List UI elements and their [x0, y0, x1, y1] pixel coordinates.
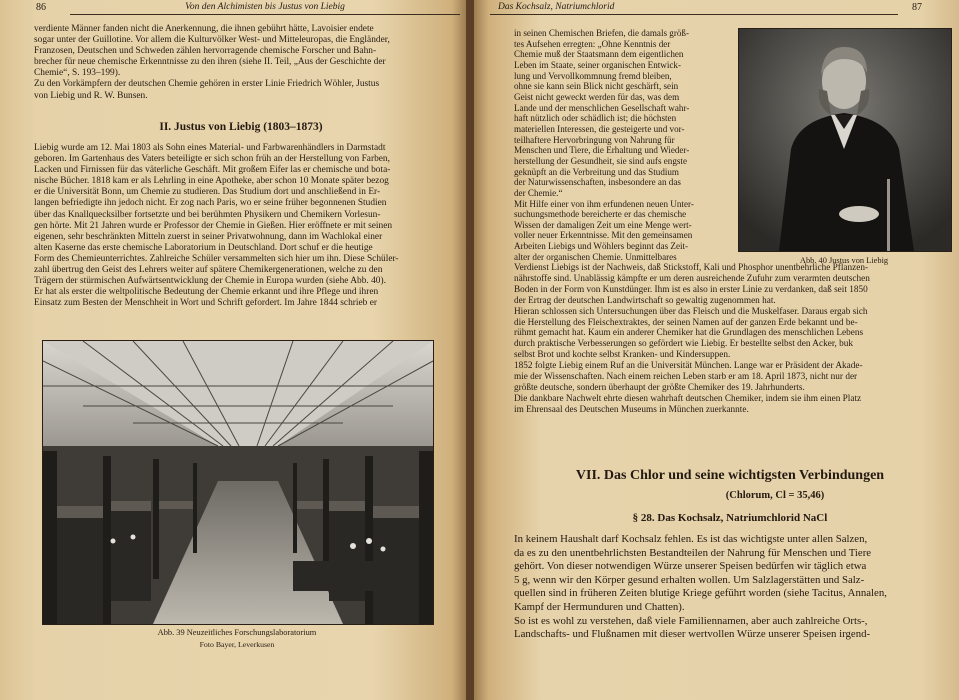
text-line: der Naturwissenschaften, insbesondere an das — [514, 177, 681, 188]
chapter-subheading: (Chlorum, Cl = 35,46) — [725, 490, 825, 501]
text-line: In keinem Haushalt darf Kochsalz fehlen. Es ist das wichtigste unter allen Salzen, — [514, 533, 868, 545]
text-line: Er hat als erster die weltpolitische Bedeutung der Chemie erkannt und ihre Pflege und ihren — [34, 287, 379, 298]
text-line: Mit Hilfe einer von ihm erfundenen neuen Unter- — [514, 198, 694, 209]
text-line: Geist nicht geweckt werden für das, was dem — [514, 91, 680, 102]
intro-paragraph — [34, 24, 448, 102]
text-line: Arbeiten Liebigs und Wöhlers beginnt das Zeit- — [514, 241, 689, 252]
text-line: eigenen, sehr beschränkten Mitteln zuerst in seiner Privatwohnung, dann im Wachlokal einer — [34, 231, 383, 242]
liebig-paragraph — [34, 143, 448, 309]
text-line: alten Kaserne das erste chemische Laboratorium in Deutschland. Dort schuf er die heutige — [34, 242, 373, 253]
text-line: geknüpft an die Verbreitung und das Studium — [514, 166, 680, 177]
text-line: durch praktische Verbesserungen so gefördert wie Liebig. Er bestellte selbst den Acker, buk — [514, 339, 854, 350]
text-line: Boden in der Form von Kunstdünger. Ihm ist es also in erster Linie zu verdanken, daß seit 1850 — [514, 284, 868, 295]
page-number-left: 86 — [36, 2, 46, 13]
text-line: da es zu den unentbehrlichsten Bestandteilen der Nahrung für Menschen und Tiere — [514, 546, 872, 559]
text-line: größte deutsche, sondern überhaupt der größte Chemiker des 19. Jahrhunderts. — [514, 382, 805, 393]
text-line: Trägern der stürmischen Aufwärtsentwicklung der Chemie in Europa wurden (siehe Abb. 40). — [34, 276, 386, 287]
text-line: er die Universität Bonn, um Chemie zu studieren. Das Studium dort und anschließend in Er- — [34, 187, 381, 198]
text-line: der Ertrag der deutschen Landwirtschaft so gewaltig zugenommen hat. — [514, 295, 776, 306]
text-line: 1852 folgte Liebig einem Ruf an die Universität München. Lange war er Präsident der Akade- — [514, 361, 863, 372]
text-line: Leben im Staate, seiner organischen Entwick- — [514, 59, 681, 70]
text-line: suchungsmethode bereicherte er das chemische — [514, 209, 687, 220]
text-line: Lacken und Firnissen für das väterliche Geschäft. Mit großem Eifer las er chemische und bota- — [34, 165, 391, 176]
text-line: voller neuer Erkenntnisse. Mit den gemeinsamen — [514, 230, 693, 241]
text-line: teilhaftere Hervorbringung von Nahrung für — [514, 134, 675, 145]
portrait-illustration — [739, 29, 951, 251]
text-line: mie der Wissenschaften. Nach einem reichen Leben starb er am 18. April 1873, nicht nur der — [514, 372, 858, 383]
kochsalz-paragraph — [514, 533, 946, 642]
text-line: haft nützlich oder schädlich ist; die höchsten — [514, 113, 677, 124]
book-gutter — [466, 0, 474, 700]
text-line: gehört. Von dieser notwendigen Würze unserer Speisen bedürfen wir täglich etwa — [514, 560, 867, 573]
text-line: gen hörte. Mit 21 Jahren wurde er Professor der Chemie in Gießen. Hier eröffnete er mit seinen — [34, 220, 393, 231]
text-line: herstellung der Gesundheit, sie sind aufs engste — [514, 155, 687, 166]
section-heading-kochsalz: § 28. Das Kochsalz, Natriumchlorid NaCl — [632, 512, 828, 524]
text-line: 5 g, wenn wir den Körper gesund erhalten wollen. Um Salzlagerstätten und Salz- — [514, 573, 865, 586]
text-line: in seinen Chemischen Briefen, die damals größ- — [514, 28, 690, 38]
text-line: im Ehrensaal des Deutschen Museums in München zuerkannte. — [514, 404, 749, 415]
text-line: Hieran schlossen sich Untersuchungen über das Fleisch und die Muskelfaser. Daraus ergab sich — [514, 306, 868, 317]
text-line: quellen sind in früheren Zeiten blutige Kriege geführt worden (siehe Tacitus, Annalen, — [514, 587, 887, 600]
text-line: materiellen Interessen, die gesteigerte und vor- — [514, 123, 685, 134]
laboratory-illustration — [43, 341, 433, 624]
liebig-achievements-paragraph — [514, 263, 946, 416]
text-line: Wissen der damaligen Zeit um eine Menge wert- — [514, 219, 692, 230]
text-line: Franzosen, Deutschen und Schweden zählen hervorragende chemische Forscher und Bahn- — [34, 46, 377, 57]
text-line: lung und Vervollkommnung fremd bleiben, — [514, 70, 672, 81]
text-line: nische Bücher. 1818 kam er als Lehrling in eine Apotheke, aber schon 10 Monate später bezog — [34, 176, 389, 187]
text-line: tes Aufsehen erregten: „Ohne Kenntnis der — [514, 38, 671, 49]
text-line: Kampf der Hermunduren und Chatten). — [514, 600, 685, 613]
figure-caption-39: Abb. 39 Neuzeitliches Forschungslaboratorium — [157, 628, 317, 637]
text-line: alter der organischen Chemie. Unmittelbares — [514, 251, 677, 262]
text-line: Chemie“, S. 193–199). — [34, 68, 121, 79]
left-page — [0, 0, 466, 700]
figure-caption-40: Abb. 40 Justus von Liebig — [799, 256, 889, 265]
text-line: Die dankbare Nachwelt ehrte diesen wahrhaft deutschen Chemiker, indem sie ihm einen Platz — [514, 393, 862, 404]
figure-credit: Foto Bayer, Leverkusen — [199, 640, 275, 649]
section-heading-liebig: II. Justus von Liebig (1803–1873) — [159, 121, 323, 133]
text-line: verdiente Männer fanden nicht die Anerkennung, die ihnen gebührt hätte, Lavoisier endete — [34, 24, 374, 34]
text-line: zahl übertrug den Geist des Lehrers weiter auf spätere Chemikergenerationen, welche zu den — [34, 265, 383, 276]
text-line: Chemie muß der Staatsmann dem eigentlichen — [514, 49, 684, 60]
text-line: nährstoffe sind. Unablässig kämpfte er um deren ausreichende Zufuhr zum verarmten deutschen — [514, 273, 870, 284]
right-page — [474, 0, 959, 700]
text-line: rühmt gemacht hat. Kaum ein anderer Chemiker hat die Grundlagen des menschlichen Lebens — [514, 328, 864, 339]
text-line: der Chemie.“ — [514, 187, 563, 198]
text-line: Menschen und Tiere, die Erhaltung und Wieder- — [514, 145, 690, 156]
text-line: selbst Brot und kochte selbst Kranken- und Kindersuppen. — [514, 350, 731, 361]
text-line: über das Knallquecksilber fortsetzte und bei berühmten Physikern und Chemikern Vorlesun- — [34, 209, 381, 220]
text-line: Form des Chemieunterrichtes. Zahlreiche Schüler versammelten sich hier um ihn. Diese Schüler- — [34, 253, 399, 264]
text-line: So ist es wohl zu verstehen, daß viele Familiennamen, aber auch zahlreiche Orts-, — [514, 614, 868, 627]
text-line: Zu den Vorkämpfern der deutschen Chemie gehören in erster Linie Friedrich Wöhler, Justus — [34, 79, 380, 90]
quote-paragraph — [514, 28, 722, 262]
text-line: sogar unter der Guillotine. Vor allem die Kulturvölker West- und Mitteleuropas, die Engländer, — [34, 35, 390, 46]
page-number-right: 87 — [912, 2, 922, 13]
text-line: Einsatz zum Besten der Menschheit in Wort und Schrift gefordert. Im Jahre 1844 schrieb er — [34, 298, 377, 309]
text-line: Lande und der menschlichen Gesellschaft wahr- — [514, 102, 690, 113]
text-line: Landschafts- und Flußnamen mit dieser wertvollen Würze unserer Speisen irgend- — [514, 628, 871, 641]
chapter-heading: VII. Das Chlor und seine wichtigsten Verbindungen — [575, 468, 885, 483]
text-line: die Herstellung des Fleischextraktes, der seinen Namen auf der ganzen Erde bekannt und be- — [514, 317, 858, 328]
text-line: ohne sie kann sein Blick nicht geschärft, sein — [514, 81, 679, 92]
laboratory-photo — [42, 340, 434, 625]
text-line: Verdienst Liebigs ist der Nachweis, daß Stickstoff, Kali und Phosphor unentbehrliche Pflanzen- — [514, 263, 869, 273]
text-line: Liebig wurde am 12. Mai 1803 als Sohn eines Material- und Farbwarenhändlers in Darmstadt — [34, 143, 386, 153]
text-line: brecher für neue chemische Erkenntnisse zu den ihren (siehe II. Teil, „Aus der Geschichte der — [34, 57, 386, 68]
text-line: von Liebig und R. W. Bunsen. — [34, 90, 148, 101]
running-head-left: Von den Alchimisten bis Justus von Liebig — [70, 2, 460, 15]
text-line: geboren. Im Gartenhaus des Vaters beteiligte er sich schon früh an der Herstellung von Farben, — [34, 154, 390, 165]
running-head-right: Das Kochsalz, Natriumchlorid — [490, 2, 898, 15]
text-line: langen befriedigte ihn jedoch nicht. Er zog nach Paris, wo er seine früher begonnenen Studien — [34, 198, 387, 209]
liebig-portrait — [738, 28, 952, 252]
